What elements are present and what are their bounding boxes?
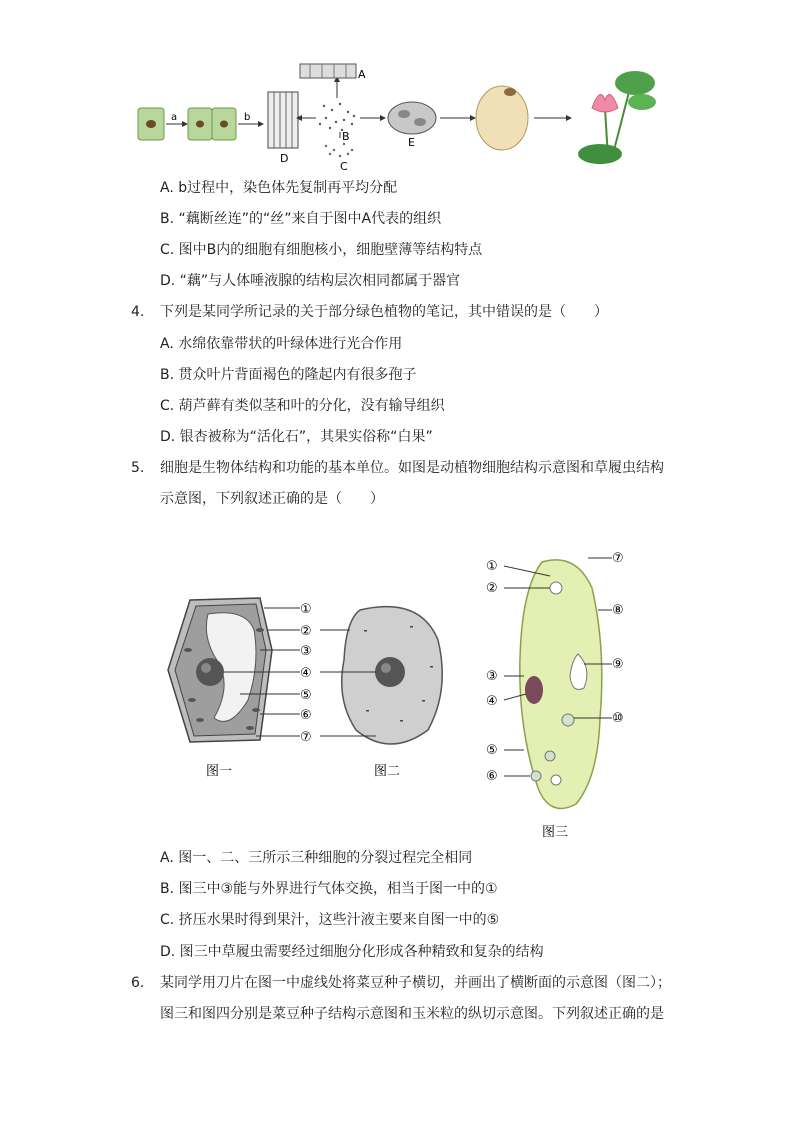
- para-num-9: ⑨: [612, 657, 624, 672]
- para-num-5: ⑤: [486, 743, 498, 758]
- cell-num-2: ②: [300, 624, 312, 639]
- para-num-4: ④: [486, 694, 498, 709]
- q5-option-d: D. 图三中草履虫需要经过细胞分化形成各种精致和复杂的结构: [160, 944, 544, 960]
- q4-number: 4.: [131, 304, 145, 320]
- figure-caption-3: 图三: [542, 825, 569, 840]
- cell-num-6: ⑥: [300, 708, 312, 723]
- cell-num-3: ③: [300, 644, 312, 659]
- figure-caption-1: 图一: [206, 764, 233, 779]
- label-B: B: [342, 130, 350, 143]
- q5-option-c: C. 挤压水果时得到果汁，这些汁液主要来自图一中的⑤: [160, 912, 500, 928]
- para-num-10: ⑩: [612, 711, 624, 726]
- para-num-3: ③: [486, 669, 498, 684]
- para-num-2: ②: [486, 581, 498, 596]
- q5-option-a: A. 图一、二、三所示三种细胞的分裂过程完全相同: [160, 850, 473, 866]
- para-num-6: ⑥: [486, 769, 498, 784]
- q3-option-d: D. “藕”与人体唾液腺的结构层次相同都属于器官: [160, 273, 461, 289]
- cell-num-4: ④: [300, 666, 312, 681]
- para-num-7: ⑦: [612, 551, 624, 566]
- tissue-D: [268, 92, 298, 148]
- single-plant-cell: [138, 108, 164, 140]
- q3-option-b: B. “藕断丝连”的“丝”来自于图中A代表的组织: [160, 211, 442, 227]
- tissue-B: [319, 103, 355, 131]
- q4-option-b: B. 贯众叶片背面褐色的隆起内有很多孢子: [160, 367, 417, 383]
- q6-stem-line1: 某同学用刀片在图一中虚线处将菜豆种子横切，并画出了横断面的示意图（图二）；: [160, 975, 671, 991]
- label-A: A: [358, 68, 366, 81]
- animal-cell: [342, 607, 443, 744]
- lotus-plant: [578, 71, 656, 164]
- label-a: a: [171, 112, 178, 123]
- organ-E: [388, 102, 436, 134]
- cell-num-1: ①: [300, 602, 312, 617]
- q5-number: 5.: [131, 460, 145, 476]
- para-num-1: ①: [486, 559, 498, 574]
- plant-cell: [168, 598, 272, 742]
- q5-option-b: B. 图三中③能与外界进行气体交换，相当于图一中的①: [160, 881, 498, 897]
- q3-option-a: A. b过程中，染色体先复制再平均分配: [160, 180, 398, 196]
- q5-stem-line1: 细胞是生物体结构和功能的基本单位。如图是动植物细胞结构示意图和草履虫结构: [160, 460, 664, 476]
- q4-option-c: C. 葫芦藓有类似茎和叶的分化，没有输导组织: [160, 398, 445, 414]
- label-b: b: [244, 112, 251, 123]
- q5-stem-line2: 示意图，下列叙述正确的是（ ）: [160, 491, 384, 507]
- label-E: E: [408, 136, 415, 149]
- para-num-8: ⑧: [612, 603, 624, 618]
- cell-diagrams: [160, 590, 460, 790]
- lotus-development-figure: [130, 58, 670, 176]
- q3-option-c: C. 图中B内的细胞有细胞核小，细胞壁薄等结构特点: [160, 242, 483, 258]
- label-D: D: [280, 152, 289, 165]
- tissue-A: [300, 64, 356, 78]
- q4-option-d: D. 银杏被称为“活化石”，其果实俗称“白果”: [160, 429, 433, 445]
- figure-caption-2: 图二: [374, 764, 401, 779]
- q6-stem-line2: 图三和图四分别是菜豆种子结构示意图和玉米粒的纵切示意图。下列叙述正确的是: [160, 1006, 664, 1022]
- tissue-C: [325, 143, 353, 157]
- two-plant-cells: [188, 108, 236, 140]
- lotus-seed: [476, 86, 528, 150]
- q6-number: 6.: [131, 975, 145, 991]
- q4-option-a: A. 水绵依靠带状的叶绿体进行光合作用: [160, 336, 403, 352]
- q4-stem: 下列是某同学所记录的关于部分绿色植物的笔记，其中错误的是（ ）: [160, 304, 608, 320]
- cell-num-5: ⑤: [300, 688, 312, 703]
- label-C: C: [340, 160, 348, 173]
- cell-num-7: ⑦: [300, 730, 312, 745]
- paramecium-figure: [480, 548, 640, 848]
